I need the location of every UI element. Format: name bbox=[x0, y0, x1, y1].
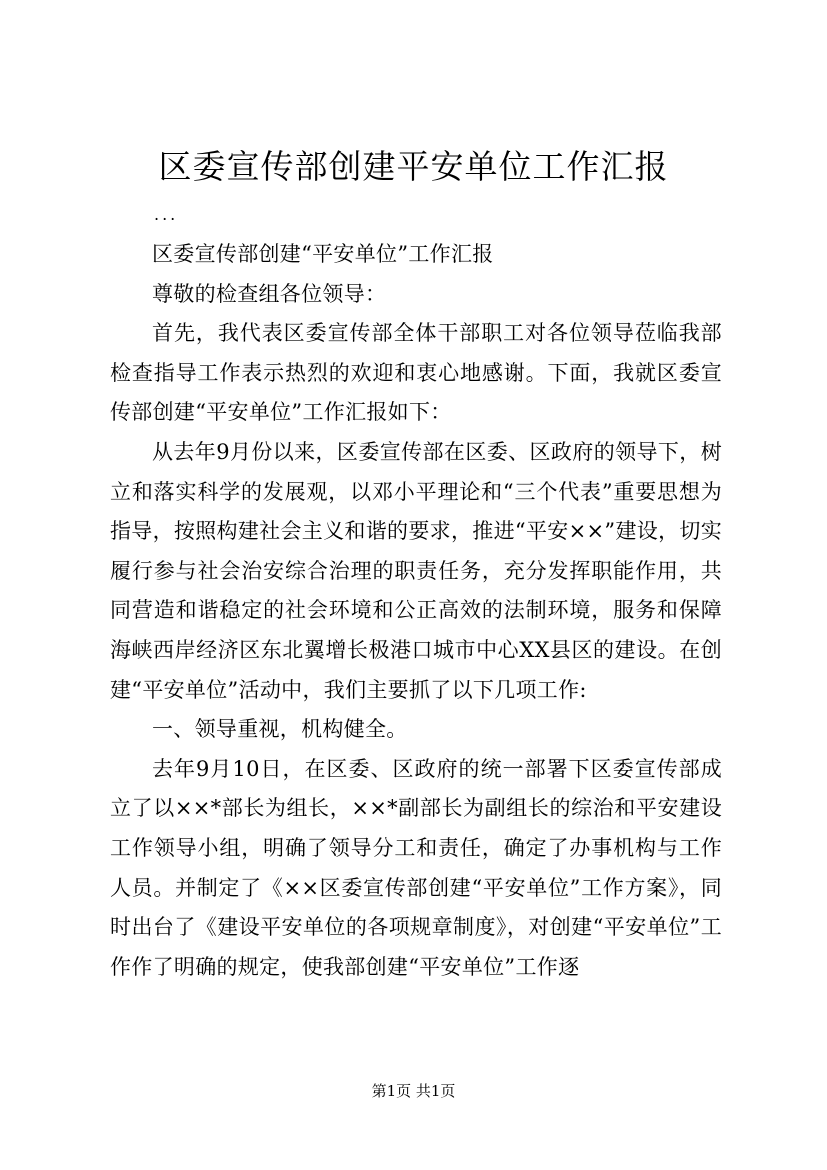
ellipsis-marker: ... bbox=[154, 205, 179, 224]
paragraph-details: 去年9月10日，在区委、区政府的统一部署下区委宣传部成立了以××*部长为组长，××*副部长为副组长的综治和平安建设工作领导小组，明确了领导分工和责任，确定了办事机构与工作人员。并制定了《××区委宣传部创建“平安单位”工作方案》，同时出台了《建设平安单位的各项规章制度》，对创建“平安单位”工作作了明确的规定，使我部创建“平安单位”工作逐 bbox=[110, 756, 722, 979]
paragraph-heading-one: 一、领导重视，机构健全。 bbox=[152, 717, 408, 742]
page-footer: 第1页 共1页 bbox=[371, 1082, 456, 1100]
paragraph-salutation: 尊敬的检查组各位领导： bbox=[152, 281, 387, 306]
paragraph-opening: 首先，我代表区委宣传部全体干部职工对各位领导莅临我部检查指导工作表示热烈的欢迎和衷心地感谢。下面，我就区委宣传部创建“平安单位”工作汇报如下： bbox=[110, 321, 722, 425]
paragraph-subtitle: 区委宣传部创建“平安单位”工作汇报 bbox=[152, 242, 494, 266]
document-body bbox=[110, 235, 722, 987]
paragraph-overview: 从去年9月份以来，区委宣传部在区委、区政府的领导下，树立和落实科学的发展观，以邓小平理论和“三个代表”重要思想为指导，按照构建社会主义和谐的要求，推进“平安××”建设，切实履行参与社会治安综合治理的职责任务，充分发挥职能作用，共同营造和谐稳定的社会环境和公正高效的法制环境，服务和保障海峡西岸经济区东北翼增长极港口城市中心XX县区的建设。在创建“平安单位”活动中，我们主要抓了以下几项工作: bbox=[110, 439, 722, 702]
document-title: 区委宣传部创建平安单位工作汇报 bbox=[158, 147, 669, 186]
